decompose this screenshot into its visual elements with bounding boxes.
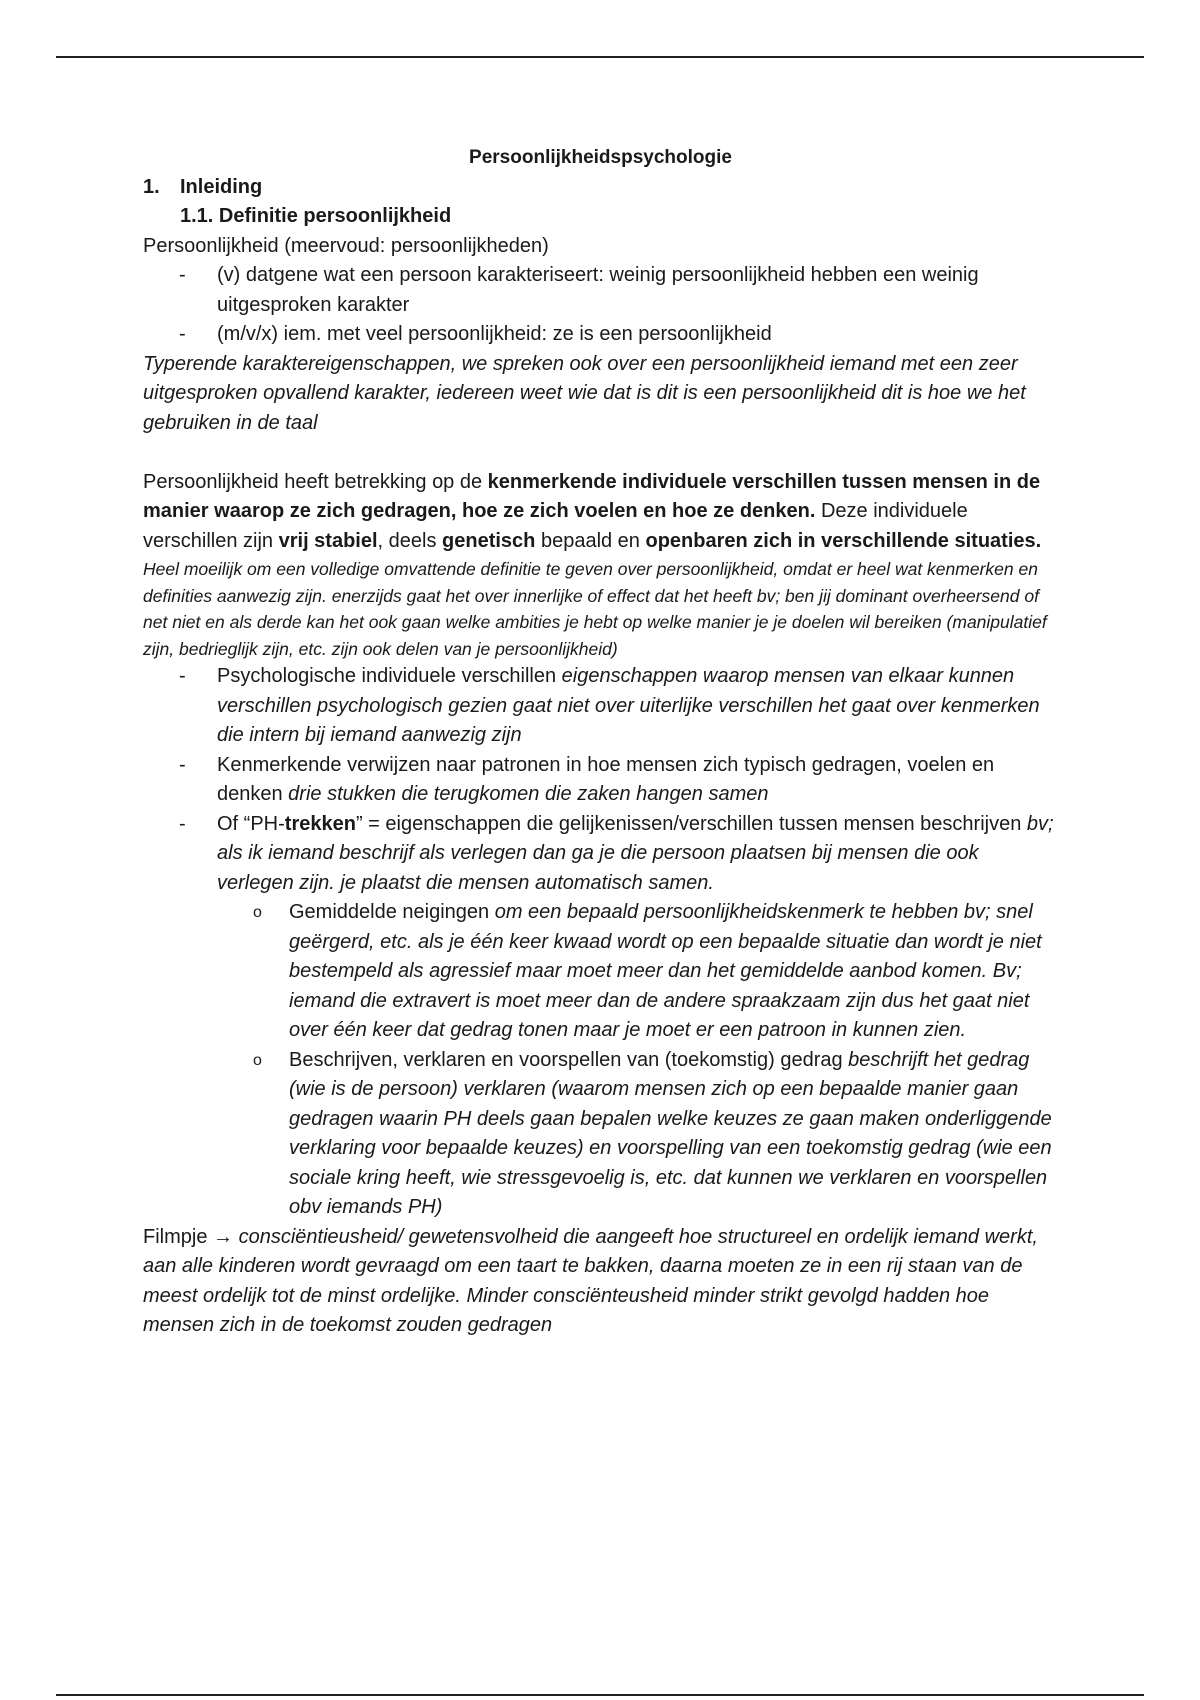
circle-bullet-icon: o (253, 904, 262, 921)
bullet-item (143, 810, 1058, 1223)
document-title: Persoonlijkheidspsychologie (469, 147, 732, 168)
italic-run: bv; als ik iemand beschrijf als verlegen dan ga je die persoon plaatsen bij mensen die ook verlegen zijn. je plaatst die mensen automatisch samen. (217, 812, 1054, 894)
note-paragraph: Typerende karaktereigenschappen, we spreken ook over een persoonlijkheid iemand met een zeer uitgesproken opvallend karakter, iedereen weet wie dat is dit is een persoonlijkheid dit is hoe we het gebruiken in de taal (143, 352, 1026, 434)
bold-run: kenmerkende individuele verschillen tussen mensen in de manier waarop ze zich gedragen, hoe ze zich voelen en hoe ze denken. (143, 470, 1041, 522)
text-run: Of “PH- (217, 812, 285, 835)
bold-run: openbaren zich in verschillende situaties. (645, 529, 1042, 552)
text-run: Persoonlijkheid heeft betrekking op de (143, 470, 488, 493)
note-paragraph-small: Heel moeilijk om een volledige omvattende definitie te geven over persoonlijkheid, omdat er heel wat kenmerken en definities aanwezig zijn. enerzijds gaat het over innerlijke of effect dat het heeft bv; ben jij dominant overheersend of net niet en als derde kan het ook gaan welke ambities je hebt op welke manier je je doelen wil bereiken (manipulatief zijn, bedrieglijk zijn, etc. zijn ook delen van je persoonlijkheid) (143, 559, 1047, 659)
sub-bullet-item (143, 898, 1058, 1046)
text-run: Beschrijven, verklaren en voorspellen van (toekomstig) gedrag (289, 1048, 849, 1071)
italic-run: drie stukken die terugkomen die zaken hangen samen (288, 783, 769, 805)
document-page (143, 143, 1058, 1341)
definition-item: - (m/v/x) iem. met veel persoonlijkheid: ze is een persoonlijkheid (143, 320, 1058, 350)
definition-item: - (v) datgene wat een persoon karakteriseert: weinig persoonlijkheid hebben een weinig uitgesproken karakter (143, 261, 1058, 320)
text-run: Filmpje (143, 1225, 214, 1248)
text-run: bepaald en (535, 529, 646, 552)
arrow-right-icon: → (213, 1225, 234, 1248)
italic-run: beschrijft het gedrag (wie is de persoon) verklaren (waarom mensen zich op een bepaalde manier gaan gedragen waarin PH deels gaan bepalen welke keuzes ze gaan maken onderliggende verklaring voor bepaalde keuzes) en voorspelling van een toekomstig gedrag (wie een sociale kring heeft, wie stressgevoelig is, etc. dat kunnen we verklaren en voorspellen obv iemands PH) (289, 1048, 1052, 1218)
bold-run: trekken (284, 812, 356, 835)
text-run: Gemiddelde neigingen (289, 901, 495, 923)
top-rule (56, 56, 1144, 58)
sub-bullet-list (143, 898, 1058, 1223)
video-note-paragraph (143, 1223, 1058, 1341)
text-run: Kenmerkende verwijzen naar patronen in hoe mensen zich typisch gedragen, voelen en denken (217, 753, 995, 805)
heading-1-text: Inleiding (180, 175, 263, 198)
italic-run: consciëntieusheid/ gewetensvolheid die aangeeft hoe structureel en ordelijk iemand werkt, aan alle kinderen wordt gevraagd om een taart te bakken, daarna moeten ze in een rij staan van de meest ordelijk tot de minst ordelijke. Minder consciënteusheid minder strikt gevolgd hadden hoe mensen zich in de toekomst zouden gedragen (143, 1225, 1038, 1336)
heading-1 (143, 173, 1058, 203)
sub-bullet-item (143, 1046, 1058, 1223)
text-run: , deels (377, 529, 443, 552)
text-run: Deze individuele verschillen zijn (143, 500, 968, 552)
italic-run: om een bepaald persoonlijkheidskenmerk te hebben bv; snel geërgerd, etc. als je één keer kwaad wordt op een bepaalde situatie dan wordt je niet bestempeld als agressief maar moet meer dan het gemiddelde aanbod komen. Bv; iemand die extravert is moet meer dan de andere spraakzaam zijn dus het gaat niet over één keer dat gedrag tonen maar je moet er een patroon in kunnen zien. (289, 901, 1042, 1041)
bullet-item (143, 751, 1058, 810)
text-run: Psychologische individuele verschillen (217, 665, 562, 687)
italic-run: eigenschappen waarop mensen van elkaar kunnen verschillen psychologisch gezien gaat niet over uiterlijke verschillen het gaat over kenmerken die intern bij iemand aanwezig zijn (217, 665, 1040, 746)
definition-list (143, 261, 1058, 350)
bottom-rule (56, 1694, 1144, 1696)
bullet-list (143, 662, 1058, 1223)
definition-paragraph (143, 468, 1058, 557)
bullet-item (143, 662, 1058, 751)
bold-run: vrij stabiel (278, 529, 378, 552)
heading-2: 1.1. Definitie persoonlijkheid (180, 205, 452, 227)
definition-term: Persoonlijkheid (meervoud: persoonlijkheden) (143, 234, 549, 257)
heading-1-number: 1. (143, 175, 160, 198)
bold-run: genetisch (442, 529, 536, 552)
text-run: ” = eigenschappen die gelijkenissen/verschillen tussen mensen beschrijven (355, 812, 1027, 835)
spacer (143, 438, 1058, 468)
circle-bullet-icon: o (253, 1051, 262, 1069)
